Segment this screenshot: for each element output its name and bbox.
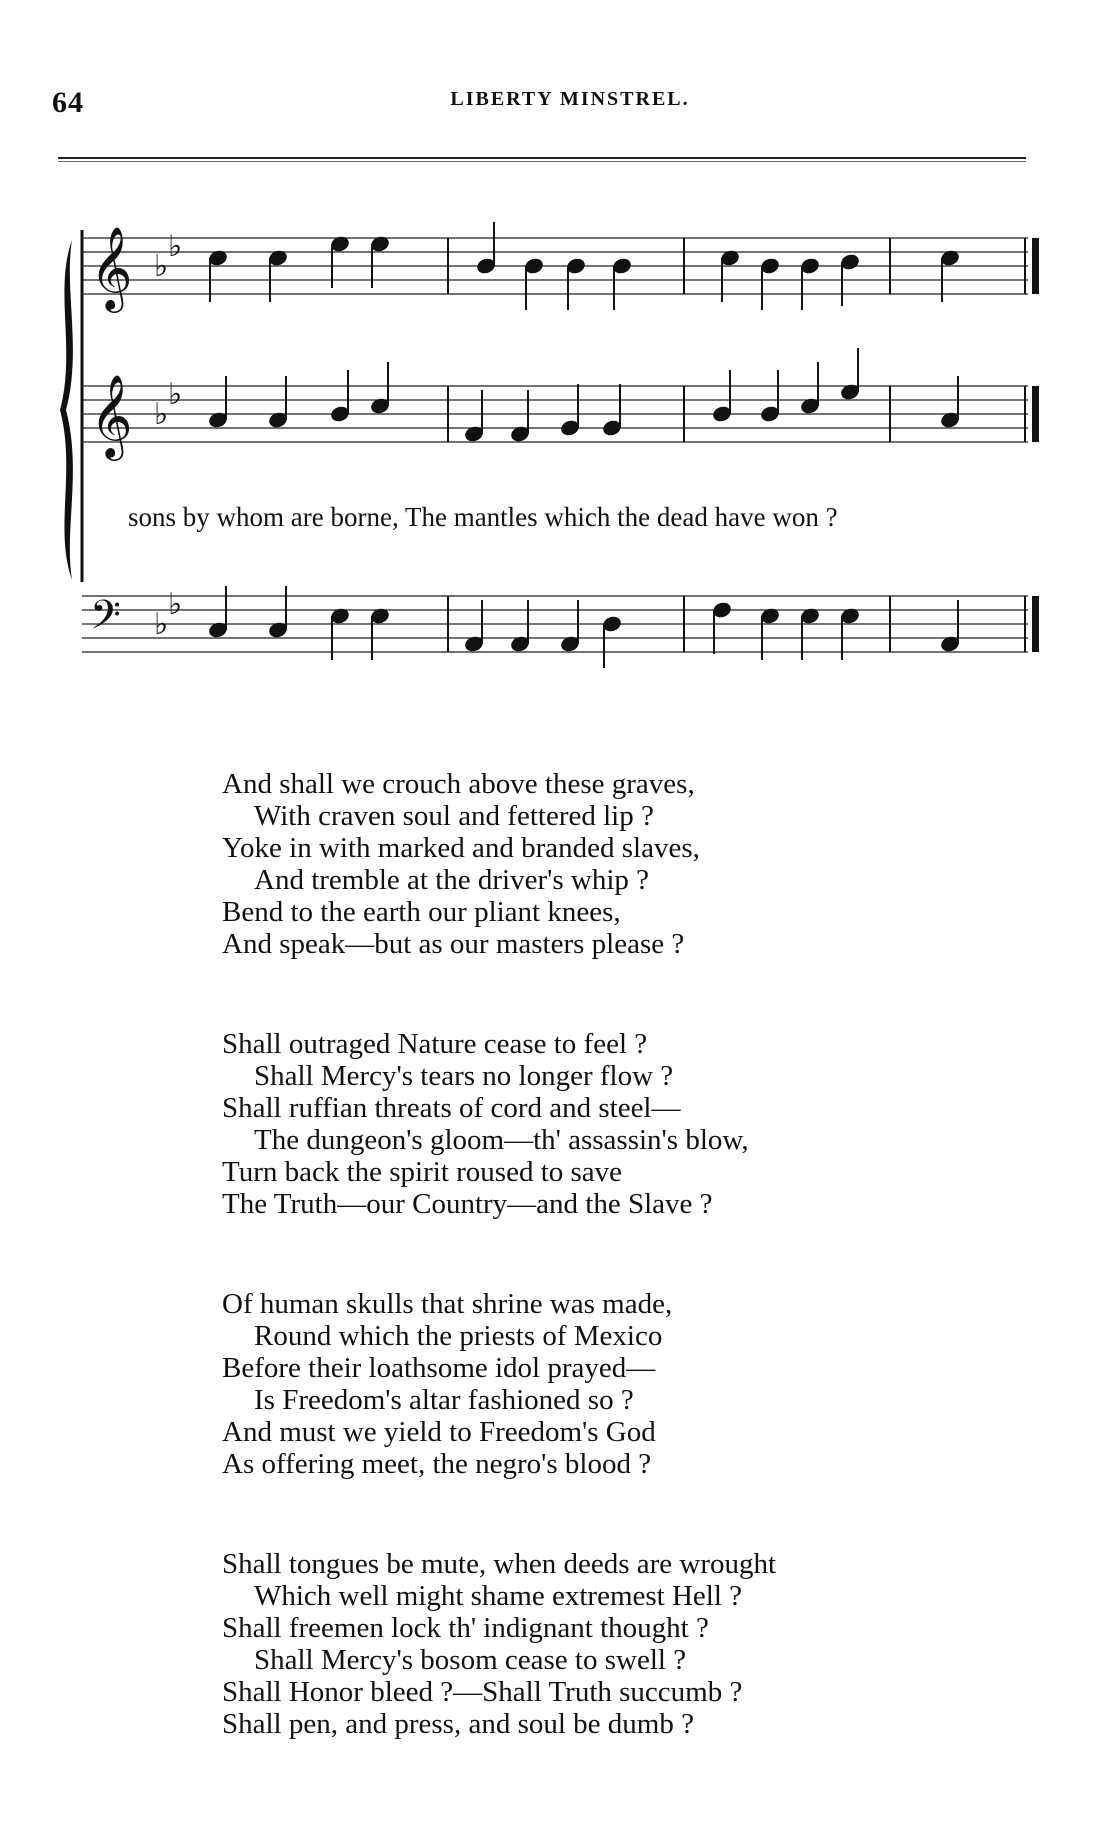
system-brace [60,240,73,580]
treble-clef: 𝄞 [90,373,133,457]
poem-line: Shall ruffian threats of cord and steel— [222,1092,681,1124]
stanza [222,1548,982,1740]
music-lyric: sons by whom are borne, The mantles which the dead have won ? [128,502,838,532]
page-number: 64 [52,86,84,119]
stanza [222,768,982,960]
poem-line: Yoke in with marked and branded slaves, [222,832,700,864]
flat-sign: ♭ [154,249,169,284]
poem-line: Of human skulls that shrine was made, [222,1288,673,1320]
header-rule [58,157,1026,159]
stanza [222,1288,982,1480]
poem-line: Shall outraged Nature cease to feel ? [222,1028,648,1060]
poem-line: Is Freedom's altar fashioned so ? [254,1384,634,1416]
poem-line: As offering meet, the negro's blood ? [222,1448,652,1480]
header-rule-thin [58,161,1026,162]
poem-line: Round which the priests of Mexico [254,1320,663,1352]
poem-line: Before their loathsome idol prayed— [222,1352,656,1384]
final-bar [1032,386,1039,442]
poem-line: And shall we crouch above these graves, [222,768,695,800]
poem-line: And tremble at the driver's whip ? [254,864,649,896]
stanza [222,1028,982,1220]
flat-sign: ♭ [168,229,183,264]
poem-line: Shall Mercy's tears no longer flow ? [254,1060,674,1092]
running-title: LIBERTY MINSTREL. [450,88,690,110]
treble-clef: 𝄞 [90,225,133,309]
poem-line: With craven soul and fettered lip ? [254,800,654,832]
flat-sign: ♭ [154,607,169,642]
flat-sign: ♭ [168,377,183,412]
poem-line: Which well might shame extremest Hell ? [254,1580,743,1612]
music-score [50,200,1040,680]
final-bar [1032,238,1039,294]
flat-sign: ♭ [154,397,169,432]
poem-line: Shall Honor bleed ?—Shall Truth succumb ? [222,1676,743,1708]
poem-line: Shall freemen lock th' indignant thought ? [222,1612,709,1644]
flat-sign: ♭ [168,587,183,622]
poem-line: And speak—but as our masters please ? [222,928,685,960]
poem-line: The dungeon's gloom—th' assassin's blow, [254,1124,749,1156]
poem-line: Turn back the spirit roused to save [222,1156,623,1188]
poem-line: Shall tongues be mute, when deeds are wrought [222,1548,777,1580]
poem-line: And must we yield to Freedom's God [222,1416,656,1448]
poem-line: Shall pen, and press, and soul be dumb ? [222,1708,694,1740]
bass-clef: 𝄢 [90,592,121,648]
poem-line: Bend to the earth our pliant knees, [222,896,621,928]
poem-line: The Truth—our Country—and the Slave ? [222,1188,713,1220]
poem [222,768,982,1808]
final-bar [1032,596,1039,652]
poem-line: Shall Mercy's bosom cease to swell ? [254,1644,687,1676]
